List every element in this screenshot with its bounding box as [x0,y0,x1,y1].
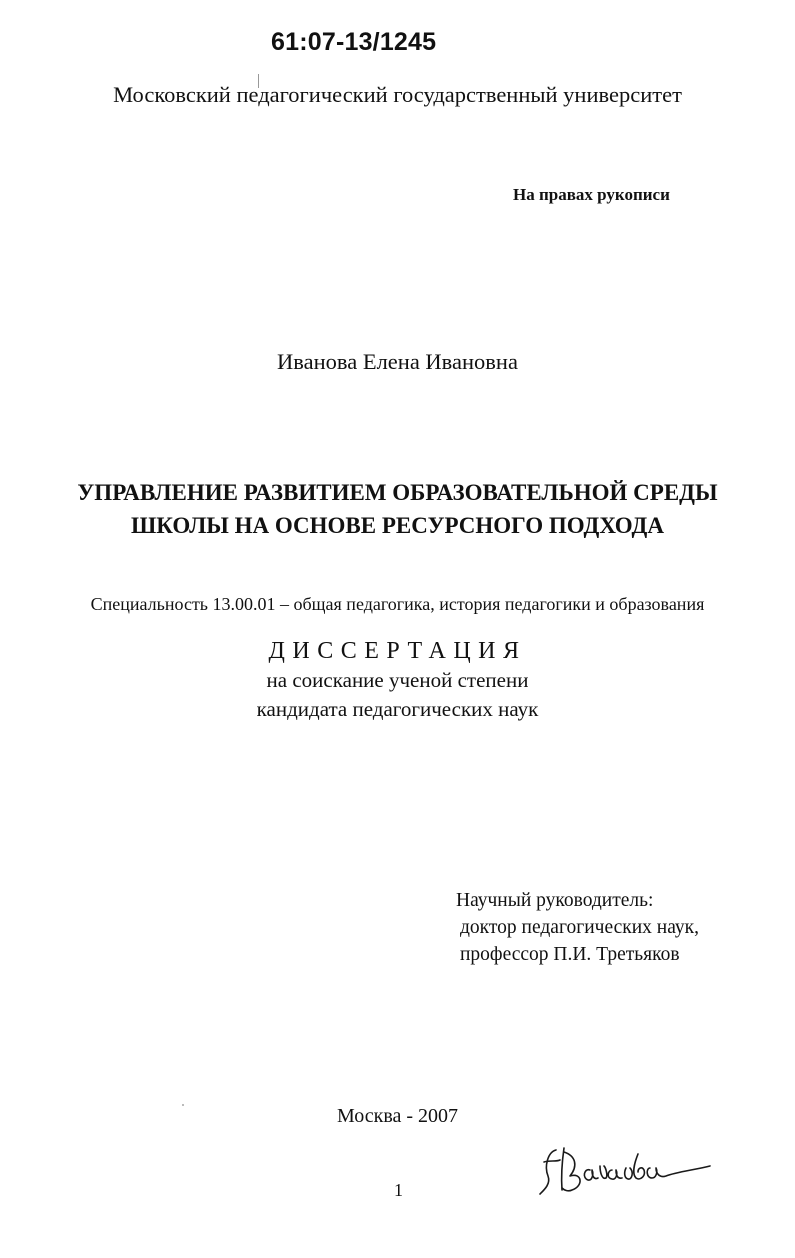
supervisor-name: профессор П.И. Третьяков [460,944,680,965]
degree-line-2: кандидата педагогических наук [256,697,539,721]
title-line-2: ШКОЛЫ НА ОСНОВЕ РЕСУРСНОГО ПОДХОДА [131,513,664,538]
supervisor-heading: Научный руководитель: [456,890,654,911]
archive-code: 61:07-13/1245 [271,28,437,56]
page-number: 1 [394,1180,403,1200]
title-line-1: УПРАВЛЕНИЕ РАЗВИТИЕМ ОБРАЗОВАТЕЛЬНОЙ СРЕДЫ [77,480,718,505]
city-year: Москва - 2007 [336,1105,459,1127]
supervisor-degree: доктор педагогических наук, [460,917,699,938]
university-name: Московский педагогический государственный университет [113,82,682,107]
author-name: Иванова Елена Ивановна [277,349,518,374]
specialty: Специальность 13.00.01 – общая педагогика, история педагогики и образования [90,594,705,614]
supervisor-block [456,887,699,968]
manuscript-note: На правах рукописи [513,185,670,204]
scan-speck [182,1104,184,1106]
degree-line-1: на соискание ученой степени [266,668,529,692]
handwritten-signature [534,1132,714,1202]
dissertation-heading: ДИССЕРТАЦИЯ [268,638,527,664]
dissertation-title [0,476,795,542]
